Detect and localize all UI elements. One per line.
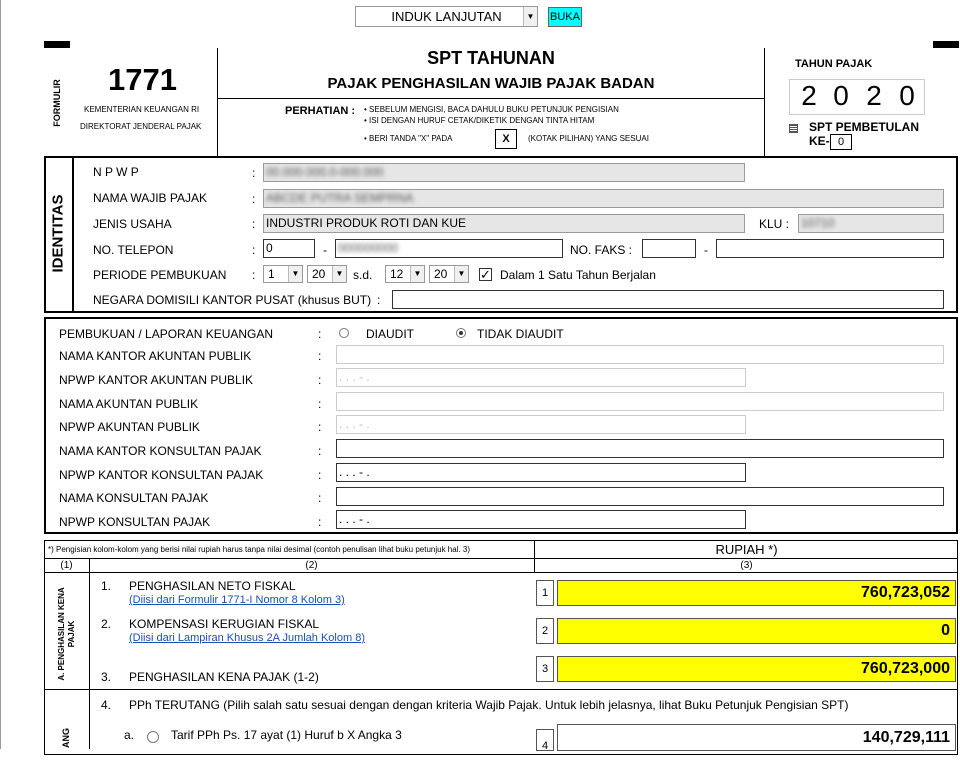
tax-year-digit: 2 [866,80,882,111]
period-checkbox[interactable] [479,268,492,281]
colon: : [252,268,256,282]
domicile-label: NEGARA DOMISILI KANTOR PUSAT (khusus BUT) [93,293,372,307]
tariff-option-label: Tarif PPh Ps. 17 ayat (1) Huruf b X Angka 3 [171,728,402,742]
phone-label: NO. TELEPON [93,243,174,257]
period-sd-label: s.d. [353,268,373,282]
calc-divider [44,689,958,690]
checkmark-icon: ✓ [480,267,491,282]
rupiah-header: RUPIAH *) [715,542,778,557]
colon: : [318,327,322,341]
column-1-header: (1) [60,560,73,571]
domicile-field[interactable] [392,290,944,309]
audit-row-label: NAMA KANTOR KONSULTAN PAJAK [59,444,262,458]
calc-divider [44,572,958,573]
period-to-month-select[interactable] [385,265,425,283]
colon: : [318,420,322,434]
audit-row-label: NAMA KANTOR AKUNTAN PUBLIK [59,349,252,363]
section-b-label: ANG [61,728,71,748]
section-a-label: A. PENGHASILAN KENA PAJAK [57,587,76,681]
item-number: 1. [101,579,112,593]
colon: : [318,349,322,363]
form-title: SPT TAHUNAN [427,48,555,68]
taxpayer-name-field[interactable] [263,189,944,208]
identitas-divider [72,156,74,313]
fax-number-field[interactable] [716,239,944,258]
form-number: 1771 [108,62,177,97]
audit-row-label: NPWP KONSULTAN PAJAK [59,515,211,529]
form-subtitle: PAJAK PENGHASILAN WAJIB PAJAK BADAN [327,75,655,92]
tax-year-digit: 2 [801,80,817,111]
taxpayer-name-value: ABCDE PUTRA SEMPRNA [266,191,414,205]
correction-ke-label: KE- [809,134,830,148]
colon: : [318,397,322,411]
ministry-label: KEMENTERIAN KEUANGAN RI [84,105,200,114]
tax-year-digit: 0 [899,80,915,111]
chevron-down-icon: ▼ [523,7,537,26]
audit-row-label: NPWP AKUNTAN PUBLIK [59,420,200,434]
period-from-year-value: 20 [312,267,326,281]
correction-value-field[interactable]: 0 [830,134,852,150]
corner-marker-left [44,41,70,48]
directorate-label: DIREKTORAT JENDERAL PAJAK [80,122,202,131]
colon: : [252,217,256,231]
audit-row-label: NPWP KANTOR KONSULTAN PAJAK [59,468,264,482]
column-2-header: (2) [305,560,318,571]
period-to-year-value: 20 [434,267,448,281]
correction-checkbox-icon[interactable] [789,124,798,133]
period-to-year-select[interactable] [429,265,469,283]
taxpayer-name-label: NAMA WAJIB PAJAK [93,191,208,205]
colon: : [318,515,322,529]
note-1: • SEBELUM MENGISI, BACA DAHULU BUKU PETUNJUK PENGISIAN [364,105,619,114]
net-fiscal-income-label: PENGHASILAN NETO FISKAL [129,579,296,593]
tax-consultant-npwp-field[interactable]: . . . - . [336,510,746,529]
tax-payable-label: PPh TERUTANG (Pilih salah satu sesuai dengan dengan kriteria Wajib Pajak. Untuk lebih jelasnya, lihat Buku Petunjuk Pengisian SPT) [129,698,849,712]
chevron-down-icon: ▼ [288,266,302,282]
row-number-box: 2 [536,618,554,644]
page-edge [0,0,1,749]
note-2: • ISI DENGAN HURUF CETAK/DIKETIK DENGAN TINTA HITAM [364,116,595,125]
fax-label: NO. FAKS : [570,243,633,257]
npwp-value: 00.000.000.0-000.000 [266,165,384,179]
item-number: 3. [101,670,112,684]
chevron-down-icon: ▼ [454,266,468,282]
phone-area-field[interactable]: 0 [263,239,315,258]
not-audited-radio[interactable] [456,328,466,338]
not-audited-label: TIDAK DIAUDIT [477,327,564,341]
tax-year-label: TAHUN PAJAK [795,58,873,70]
audited-radio[interactable] [339,328,349,338]
tax-consultant-office-npwp-field[interactable]: . . . - . [336,463,746,482]
colon: : [318,444,322,458]
npwp-label: N P W P [93,165,139,179]
phone-number-field[interactable] [335,239,563,258]
corner-marker-right [933,41,959,48]
tax-year-digit: 0 [833,80,849,111]
period-check-label: Dalam 1 Satu Tahun Berjalan [500,268,656,282]
taxable-income-label: PENGHASILAN KENA PAJAK (1-2) [129,670,319,684]
public-accountant-office-npwp-field[interactable]: . . . - . [336,368,746,387]
note-tail: (KOTAK PILIHAN) YANG SESUAI [528,134,649,143]
colon: : [318,468,322,482]
audit-row-label: NAMA AKUNTAN PUBLIK [59,397,199,411]
tax-consultant-name-field[interactable] [336,487,944,506]
klu-label: KLU : [759,217,790,231]
item-number: 4. [101,698,112,712]
row-number-box: 3 [536,656,554,682]
column-3-header: (3) [740,560,753,571]
fax-dash: - [704,243,708,257]
chevron-down-icon: ▼ [410,266,424,282]
audited-label: DIAUDIT [366,327,414,341]
colon: : [252,166,256,180]
period-from-month-value: 1 [268,267,275,281]
colon: : [252,243,256,257]
business-type-field[interactable]: INDUSTRI PRODUK ROTI DAN KUE [263,214,745,233]
phone-dash: - [323,243,327,257]
x-mark-box: X [495,129,517,149]
colon: : [318,373,322,387]
colon: : [252,192,256,206]
tax-payable-field[interactable]: 140,729,111 [557,724,956,751]
loss-compensation-hint-link[interactable]: (Diisi dari Lampiran Khusus 2A Jumlah Kolom 8) [129,632,365,644]
row-number-box: 1 [536,580,554,606]
public-accountant-office-name-field[interactable] [336,345,944,364]
tariff-option-radio[interactable] [147,731,159,743]
header-divider [217,98,765,99]
item-letter: a. [124,728,135,742]
period-from-year-select[interactable] [307,265,347,283]
chevron-down-icon: ▼ [332,266,346,282]
open-button[interactable]: BUKA [548,7,582,27]
period-label: PERIODE PEMBUKUAN [93,268,227,282]
taxable-income-field[interactable]: 760,723,000 [557,656,956,682]
footnote: *) Pengisian kolom-kolom yang berisi nilai rupiah harus tanpa nilai desimal (contoh penulisan lihat buku petunjuk hal. 3) [48,545,471,554]
form-page-select[interactable] [355,6,538,27]
formulir-label: FORMULIR [52,79,62,127]
loss-compensation-label: KOMPENSASI KERUGIAN FISKAL [129,617,320,631]
correction-label: SPT PEMBETULAN [809,120,920,134]
colon: : [318,491,322,505]
identitas-label: IDENTITAS [49,194,67,273]
npwp-field[interactable] [263,163,745,182]
audit-status-label: PEMBUKUAN / LAPORAN KEUANGAN [59,327,274,341]
item-number: 2. [101,617,112,631]
public-accountant-name-field[interactable] [336,392,944,411]
period-from-month-select[interactable] [263,265,303,283]
phone-number-value: 000000000 [338,241,399,255]
net-fiscal-income-hint-link[interactable]: (Diisi dari Formulir 1771-I Nomor 8 Kolom 3) [129,594,345,606]
fax-area-field[interactable] [642,239,696,258]
attention-label: PERHATIAN : [285,105,356,117]
calc-divider [89,558,90,749]
klu-field[interactable] [798,214,944,233]
calc-divider [44,558,958,559]
public-accountant-npwp-field[interactable]: . . . - . [336,415,746,434]
business-type-label: JENIS USAHA [93,217,172,231]
note-3: • BERI TANDA "X" PADA [364,134,453,143]
klu-value: 10710 [801,216,835,230]
net-fiscal-income-field[interactable]: 760,723,052 [557,580,956,606]
loss-compensation-field[interactable]: 0 [557,618,956,644]
period-to-month-value: 12 [390,267,404,281]
form-page-select-value: INDUK LANJUTAN [391,9,502,24]
colon: : [377,293,381,307]
audit-row-label: NPWP KANTOR AKUNTAN PUBLIK [59,373,254,387]
tax-consultant-office-name-field[interactable] [336,439,944,458]
row-number-box: 4 [536,729,554,751]
audit-row-label: NAMA KONSULTAN PAJAK [59,491,209,505]
